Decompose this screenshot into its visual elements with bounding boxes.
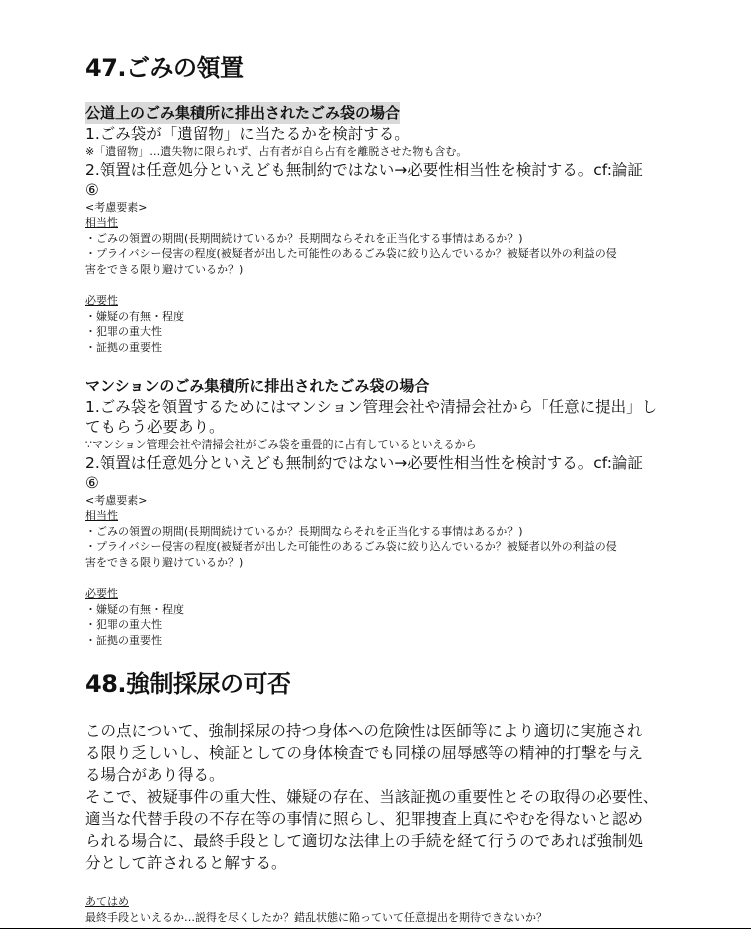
atehame-text: 最終手段といえるか…説得を尽くしたか？錯乱状態に陥っていて任意提出を期待できないか？ bbox=[85, 910, 547, 924]
public-hitsuyosei-label: 必要性 bbox=[85, 294, 118, 307]
mansion-note-1: ∵マンション管理会社や清掃会社がごみ袋を重畳的に占有しているといえるから bbox=[85, 438, 477, 451]
public-hitsuyosei-item-3: ・証拠の重要性 bbox=[85, 340, 162, 354]
mansion-hitsuyosei-label: 必要性 bbox=[85, 587, 118, 600]
mansion-point-1-cont: てもらう必要あり。 bbox=[85, 418, 225, 436]
section-48-title: 48.強制採尿の可否 bbox=[85, 670, 291, 698]
mansion-sotosei-item-2: ・プライバシー侵害の程度(被疑者が出した可能性のあるごみ袋に絞り込んでいるか？被疑者以外の利益の侵 bbox=[85, 540, 617, 553]
mansion-sotosei-label: 相当性 bbox=[85, 509, 118, 522]
mansion-hitsuyosei-item-3: ・証拠の重要性 bbox=[85, 633, 162, 647]
mansion-factors-label: <考慮要素> bbox=[85, 493, 148, 507]
public-case-heading: 公道上のごみ集積所に排出されたごみ袋の場合 bbox=[85, 104, 401, 122]
section-47-title: 47.ごみの領置 bbox=[85, 54, 244, 82]
public-point-2-ref: ⑥ bbox=[85, 180, 99, 199]
public-point-2: 2.領置は任意処分といえども無制約ではない→必要性相当性を検討する。cf:論証 bbox=[85, 160, 643, 179]
public-sotosei-item-2-cont: 害をできる限り避けているか？) bbox=[85, 262, 244, 276]
section-48-line-6: られる場合に、最終手段として適切な法律上の手続を経て行うのであれば強制処 bbox=[85, 832, 644, 850]
section-48-line-5: 適当な代替手段の不存在等の事情に照らし、犯罪捜査上真にやむを得ないと認め bbox=[85, 810, 644, 828]
section-48-line-3: る場合があり得る。 bbox=[85, 766, 225, 784]
public-point-1: 1.ごみ袋が「遺留物」に当たるかを検討する。 bbox=[85, 125, 410, 143]
section-48-line-4: そこで、被疑事件の重大性、嫌疑の存在、当該証拠の重要性とその取得の必要性、 bbox=[85, 788, 659, 806]
mansion-case-heading: マンションのごみ集積所に排出されたごみ袋の場合 bbox=[85, 377, 430, 395]
section-48-line-2: る限り乏しいし、検証としての身体検査でも同様の屈辱感等の精神的打撃を与え bbox=[85, 744, 644, 762]
mansion-sotosei-item-1: ・ごみの領置の期間(長期間続けているか？長期間ならそれを正当化する事情はあるか？) bbox=[85, 524, 523, 538]
mansion-sotosei-item-2-cont: 害をできる限り避けているか？) bbox=[85, 555, 244, 569]
page-bottom-border bbox=[0, 928, 751, 929]
public-note-1: ※「遺留物」…遺失物に限られず、占有者が自ら占有を離脱させた物も含む。 bbox=[85, 145, 468, 158]
public-hitsuyosei-item-2: ・犯罪の重大性 bbox=[85, 325, 162, 338]
mansion-point-2: 2.領置は任意処分といえども無制約ではない→必要性相当性を検討する。cf:論証 bbox=[85, 453, 643, 472]
mansion-point-1: 1.ごみ袋を領置するためにはマンション管理会社や清掃会社から「任意に提出」し bbox=[85, 398, 658, 416]
section-48-line-7: 分として許されると解する。 bbox=[85, 854, 287, 872]
mansion-point-2-ref: ⑥ bbox=[85, 473, 99, 492]
public-sotosei-label: 相当性 bbox=[85, 216, 118, 229]
public-sotosei-item-2: ・プライバシー侵害の程度(被疑者が出した可能性のあるごみ袋に絞り込んでいるか？被疑者以外の利益の侵 bbox=[85, 247, 617, 260]
public-hitsuyosei-item-1: ・嫌疑の有無・程度 bbox=[85, 309, 184, 323]
mansion-hitsuyosei-item-1: ・嫌疑の有無・程度 bbox=[85, 602, 184, 616]
public-factors-label: <考慮要素> bbox=[85, 200, 148, 214]
atehame-label: あてはめ bbox=[85, 895, 129, 908]
document-content bbox=[85, 52, 665, 925]
section-48-line-1: この点について、強制採尿の持つ身体への危険性は医師等により適切に実施され bbox=[85, 722, 643, 740]
public-sotosei-item-1: ・ごみの領置の期間(長期間続けているか？長期間ならそれを正当化する事情はあるか？) bbox=[85, 231, 523, 245]
mansion-hitsuyosei-item-2: ・犯罪の重大性 bbox=[85, 618, 162, 631]
